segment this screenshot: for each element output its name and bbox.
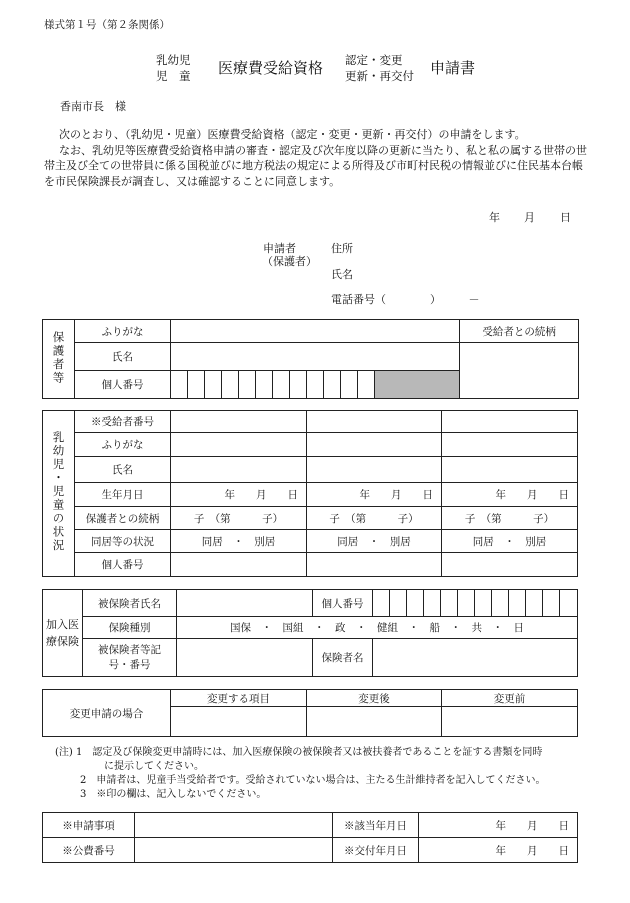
date-year: 年 — [489, 211, 500, 224]
digit-box[interactable] — [358, 371, 375, 399]
office-application-input[interactable] — [135, 813, 333, 838]
digit-box[interactable] — [290, 371, 307, 399]
change-table — [42, 689, 578, 737]
addressee: 香南市長 様 — [60, 100, 126, 113]
digit-box[interactable] — [239, 371, 256, 399]
child-birth-value[interactable]: 年 月 日 — [171, 483, 307, 507]
body-line-1: 次のとおり、（乳幼児・児童）医療費受給資格（認定・変更・更新・再交付）の申請をします。 — [59, 128, 526, 141]
digit-box[interactable] — [324, 371, 341, 399]
insurance-my-number-label: 個人番号 — [313, 590, 373, 617]
digit-box[interactable] — [509, 590, 526, 617]
child-relation-value[interactable]: 子 （第 子） — [171, 507, 307, 530]
guardian-my-number-label: 個人番号 — [75, 371, 171, 399]
change-item-header: 変更する項目 — [171, 690, 307, 707]
digit-box[interactable] — [341, 371, 358, 399]
change-before-header: 変更前 — [442, 690, 578, 707]
title-prefix-top: 乳幼児 — [156, 53, 191, 67]
guardian-furigana-input[interactable] — [171, 320, 460, 343]
guardian-table — [42, 319, 579, 399]
change-item-input[interactable] — [171, 707, 307, 737]
child-relation-label: 保護者との続柄 — [75, 507, 171, 530]
note-2: 2 申請者は、児童手当受給者です。受給されていない場合は、主たる生計維持者を記入してください。 — [80, 775, 546, 786]
child-relation-value[interactable]: 子 （第 子） — [307, 507, 442, 530]
digit-box[interactable] — [543, 590, 560, 617]
title-tail: 申請書 — [430, 59, 476, 77]
card-number-input[interactable] — [177, 639, 313, 677]
body-paragraph — [44, 127, 590, 189]
child-table — [42, 410, 578, 577]
child-cell[interactable] — [171, 457, 307, 483]
child-recipient-no-label: ※受給者番号 — [75, 411, 171, 433]
digit-box[interactable] — [560, 590, 578, 617]
child-cell[interactable] — [307, 457, 442, 483]
child-cell[interactable] — [442, 411, 578, 433]
digit-box[interactable] — [171, 371, 188, 399]
office-applicable-date-label: ※該当年月日 — [333, 813, 419, 838]
office-table — [42, 812, 578, 863]
note-3: 3 ※印の欄は、記入しないでください。 — [80, 789, 267, 800]
note-1a: (注) 1 認定及び保険変更申請時には、加入医療保険の被保険者又は被扶養者であることを証する書類を同時 — [55, 747, 543, 758]
child-living-label: 同居等の状況 — [75, 530, 171, 553]
shaded-cell — [375, 371, 460, 399]
guardian-name-label: 氏名 — [75, 343, 171, 371]
insurer-name-label: 保険者名 — [313, 639, 373, 677]
insurance-section-label: 加入医療保険 — [43, 590, 83, 677]
digit-box[interactable] — [390, 590, 407, 617]
applicant-address: 住所 — [331, 242, 353, 255]
title-prefix-bottom: 児 童 — [156, 69, 191, 83]
digit-box[interactable] — [458, 590, 475, 617]
office-issue-date-label: ※交付年月日 — [333, 838, 419, 863]
insured-name-label: 被保険者氏名 — [83, 590, 177, 617]
child-living-value[interactable]: 同居 ・ 別居 — [442, 530, 578, 553]
child-my-number-label: 個人番号 — [75, 553, 171, 577]
child-relation-value[interactable]: 子 （第 子） — [442, 507, 578, 530]
digit-box[interactable] — [526, 590, 543, 617]
digit-box[interactable] — [222, 371, 239, 399]
change-label: 変更申請の場合 — [43, 690, 171, 737]
child-cell[interactable] — [171, 553, 307, 577]
child-living-value[interactable]: 同居 ・ 別居 — [307, 530, 442, 553]
insured-name-input[interactable] — [177, 590, 313, 617]
digit-box[interactable] — [424, 590, 441, 617]
applicant-label: 申請者 — [263, 242, 296, 255]
child-cell[interactable] — [171, 411, 307, 433]
card-number-label: 被保険者等記号・番号 — [83, 639, 177, 677]
guardian-section-label: 保護者等 — [43, 320, 75, 399]
digit-box[interactable] — [256, 371, 273, 399]
body-line-rest: なお、乳幼児等医療費受給資格申請の審査・認定及び次年度以降の更新に当たり、私と私の属する世帯の世帯主及び全ての世帯員に係る国税並びに地方税法の規定による所得及び市町村民税の情報並びに住民基本台帳を市民保険課長が調査し、又は確認することに同意します。 — [44, 143, 587, 188]
applicant-label-sub: （保護者） — [262, 255, 317, 268]
child-birth-value[interactable]: 年 月 日 — [307, 483, 442, 507]
date-day: 日 — [560, 211, 571, 224]
child-cell[interactable] — [307, 553, 442, 577]
digit-box[interactable] — [373, 590, 390, 617]
office-public-no-input[interactable] — [135, 838, 333, 863]
child-birth-value[interactable]: 年 月 日 — [442, 483, 578, 507]
child-birth-label: 生年月日 — [75, 483, 171, 507]
child-cell[interactable] — [442, 457, 578, 483]
title-type-top: 認定・変更 — [345, 53, 403, 67]
form-number: 様式第１号（第２条関係） — [44, 19, 170, 31]
digit-box[interactable] — [475, 590, 492, 617]
child-living-value[interactable]: 同居 ・ 別居 — [171, 530, 307, 553]
child-cell[interactable] — [442, 433, 578, 457]
note-1b: に提示してください。 — [104, 761, 204, 772]
office-public-no-label: ※公費番号 — [43, 838, 135, 863]
title-type-bottom: 更新・再交付 — [345, 69, 414, 83]
child-cell[interactable] — [171, 433, 307, 457]
child-cell[interactable] — [442, 553, 578, 577]
digit-box[interactable] — [492, 590, 509, 617]
guardian-relation-label: 受給者との続柄 — [460, 320, 579, 343]
title-main: 医療費受給資格 — [218, 59, 324, 77]
digit-box[interactable] — [407, 590, 424, 617]
applicant-name: 氏名 — [331, 268, 353, 281]
digit-box[interactable] — [273, 371, 290, 399]
child-cell[interactable] — [307, 411, 442, 433]
child-section-label: 乳幼児・児童の状況 — [43, 411, 75, 577]
office-applicable-date-value[interactable]: 年 月 日 — [419, 813, 578, 838]
change-after-input[interactable] — [307, 707, 442, 737]
digit-box[interactable] — [205, 371, 222, 399]
guardian-name-input[interactable] — [171, 343, 460, 371]
applicant-phone: 電話番号（ ） － — [331, 293, 480, 306]
date-month: 月 — [524, 211, 535, 224]
office-application-label: ※申請事項 — [43, 813, 135, 838]
guardian-relation-input[interactable] — [460, 343, 579, 399]
change-before-input[interactable] — [442, 707, 578, 737]
office-issue-date-value[interactable]: 年 月 日 — [419, 838, 578, 863]
change-after-header: 変更後 — [307, 690, 442, 707]
child-furigana-label: ふりがな — [75, 433, 171, 457]
child-cell[interactable] — [307, 433, 442, 457]
insurance-table — [42, 589, 578, 677]
insurance-type-label: 保険種別 — [83, 617, 177, 639]
digit-box[interactable] — [441, 590, 458, 617]
guardian-furigana-label: ふりがな — [75, 320, 171, 343]
digit-box[interactable] — [307, 371, 324, 399]
insurance-type-options[interactable]: 国保 ・ 国組 ・ 政 ・ 健組 ・ 船 ・ 共 ・ 日 — [177, 617, 578, 639]
insurer-name-input[interactable] — [373, 639, 578, 677]
child-name-label: 氏名 — [75, 457, 171, 483]
digit-box[interactable] — [188, 371, 205, 399]
